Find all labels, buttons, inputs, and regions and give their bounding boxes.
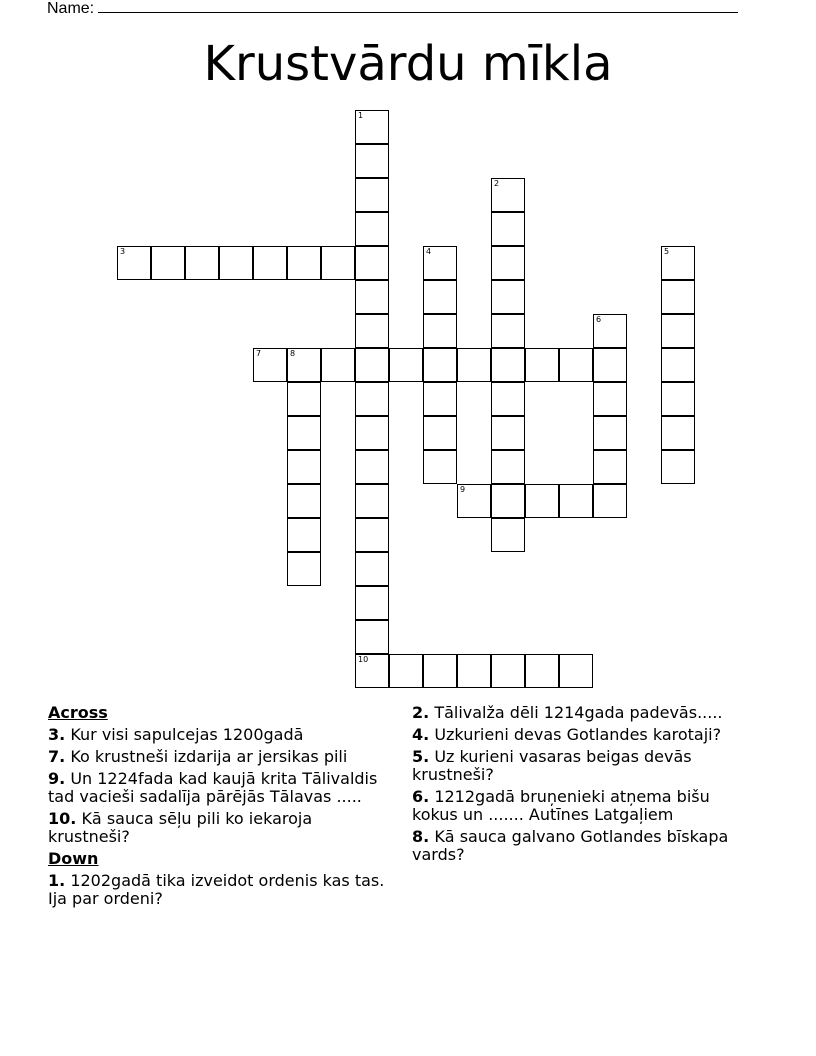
clue-down-5: 5. Uz kurieni vasaras beigas devās krustneši? (412, 747, 692, 784)
grid-cell (491, 416, 525, 450)
grid-cell (355, 620, 389, 654)
grid-cell (355, 586, 389, 620)
grid-cell (423, 246, 457, 280)
clue-down-1: 1. 1202gadā tika izveidot ordenis kas tas. Ija par ordeni? (48, 871, 385, 908)
grid-cell (525, 654, 559, 688)
clue-down-2: 2. Tālivalža dēli 1214gada padevās..... (412, 703, 723, 722)
grid-cell (355, 382, 389, 416)
cell-number: 10 (358, 655, 369, 664)
grid-cell (355, 110, 389, 144)
grid-cell (661, 382, 695, 416)
grid-cell (593, 348, 627, 382)
clue-across-3: 3. Kur visi sapulcejas 1200gadā (48, 725, 304, 744)
grid-cell (287, 450, 321, 484)
grid-cell (151, 246, 185, 280)
grid-cell (287, 382, 321, 416)
clue-down-6: 6. 1212gadā bruņenieki atņema bišu kokus un ....... Autīnes Latgaļiem (412, 787, 710, 824)
grid-cell (661, 348, 695, 382)
grid-cell (389, 654, 423, 688)
clues-left-column (48, 704, 388, 912)
grid-cell (661, 280, 695, 314)
grid-cell (219, 246, 253, 280)
grid-cell (559, 348, 593, 382)
grid-cell (491, 246, 525, 280)
grid-cell (287, 416, 321, 450)
grid-cell (491, 484, 525, 518)
grid-cell (559, 484, 593, 518)
grid-cell (287, 348, 321, 382)
down-heading: Down (48, 849, 99, 868)
clue-down-4: 4. Uzkurieni devas Gotlandes karotaji? (412, 725, 722, 744)
grid-cell (525, 348, 559, 382)
grid-cell (661, 416, 695, 450)
cell-number: 4 (426, 247, 432, 256)
grid-cell (355, 280, 389, 314)
grid-cell (287, 552, 321, 586)
grid-cell (117, 246, 151, 280)
grid-cell (287, 518, 321, 552)
clue-down-8: 8. Kā sauca galvano Gotlandes bīskapa vards? (412, 827, 729, 864)
grid-cell (491, 212, 525, 246)
grid-cell (559, 654, 593, 688)
grid-cell (355, 450, 389, 484)
grid-cell (491, 314, 525, 348)
clue-across-7: 7. Ko krustneši izdarija ar jersikas pili (48, 747, 348, 766)
clue-across-10: 10. Kā sauca sēļu pili ko iekaroja krustneši? (48, 809, 313, 846)
grid-cell (491, 518, 525, 552)
grid-cell (423, 416, 457, 450)
grid-cell (321, 348, 355, 382)
grid-cell (321, 246, 355, 280)
grid-cell (355, 314, 389, 348)
grid-cell (491, 348, 525, 382)
grid-cell (423, 348, 457, 382)
cell-number: 6 (596, 315, 602, 324)
grid-cell (491, 178, 525, 212)
grid-cell (457, 484, 491, 518)
grid-cell (593, 416, 627, 450)
grid-cell (185, 246, 219, 280)
cell-number: 3 (120, 247, 126, 256)
page-title: Krustvārdu mīkla (203, 36, 613, 92)
grid-cell (355, 178, 389, 212)
grid-cell (355, 484, 389, 518)
grid-cell (491, 382, 525, 416)
clue-across-9: 9. Un 1224fada kad kaujā krita Tālivaldis tad vacieši sadalīja pārējās Tālavas ..... (48, 769, 378, 806)
grid-cell (389, 348, 423, 382)
grid-cell (355, 246, 389, 280)
grid-cell (355, 654, 389, 688)
grid-cell (355, 416, 389, 450)
cell-number: 5 (664, 247, 670, 256)
cell-number: 8 (290, 349, 296, 358)
grid-cell (423, 314, 457, 348)
grid-cell (423, 654, 457, 688)
grid-cell (491, 280, 525, 314)
name-label: Name: (47, 0, 95, 17)
clues-right-column (412, 704, 752, 868)
grid-cell (253, 246, 287, 280)
across-heading: Across (48, 703, 108, 722)
grid-cell (423, 382, 457, 416)
grid-cell (661, 450, 695, 484)
grid-cell (355, 144, 389, 178)
grid-cell (287, 484, 321, 518)
cell-number: 1 (358, 111, 364, 120)
grid-cell (593, 382, 627, 416)
grid-cell (661, 314, 695, 348)
grid-cell (593, 314, 627, 348)
grid-cell (355, 552, 389, 586)
grid-cell (423, 450, 457, 484)
grid-cell (253, 348, 287, 382)
grid-cell (423, 280, 457, 314)
grid-cell (593, 450, 627, 484)
cell-number: 9 (460, 485, 466, 494)
grid-cell (525, 484, 559, 518)
grid-cell (491, 450, 525, 484)
grid-cell (355, 212, 389, 246)
grid-cell (593, 484, 627, 518)
grid-cell (355, 518, 389, 552)
cell-number: 7 (256, 349, 262, 358)
grid-cell (491, 654, 525, 688)
cell-number: 2 (494, 179, 500, 188)
grid-cell (287, 246, 321, 280)
grid-cell (457, 348, 491, 382)
grid-cell (355, 348, 389, 382)
grid-cell (457, 654, 491, 688)
grid-cell (661, 246, 695, 280)
